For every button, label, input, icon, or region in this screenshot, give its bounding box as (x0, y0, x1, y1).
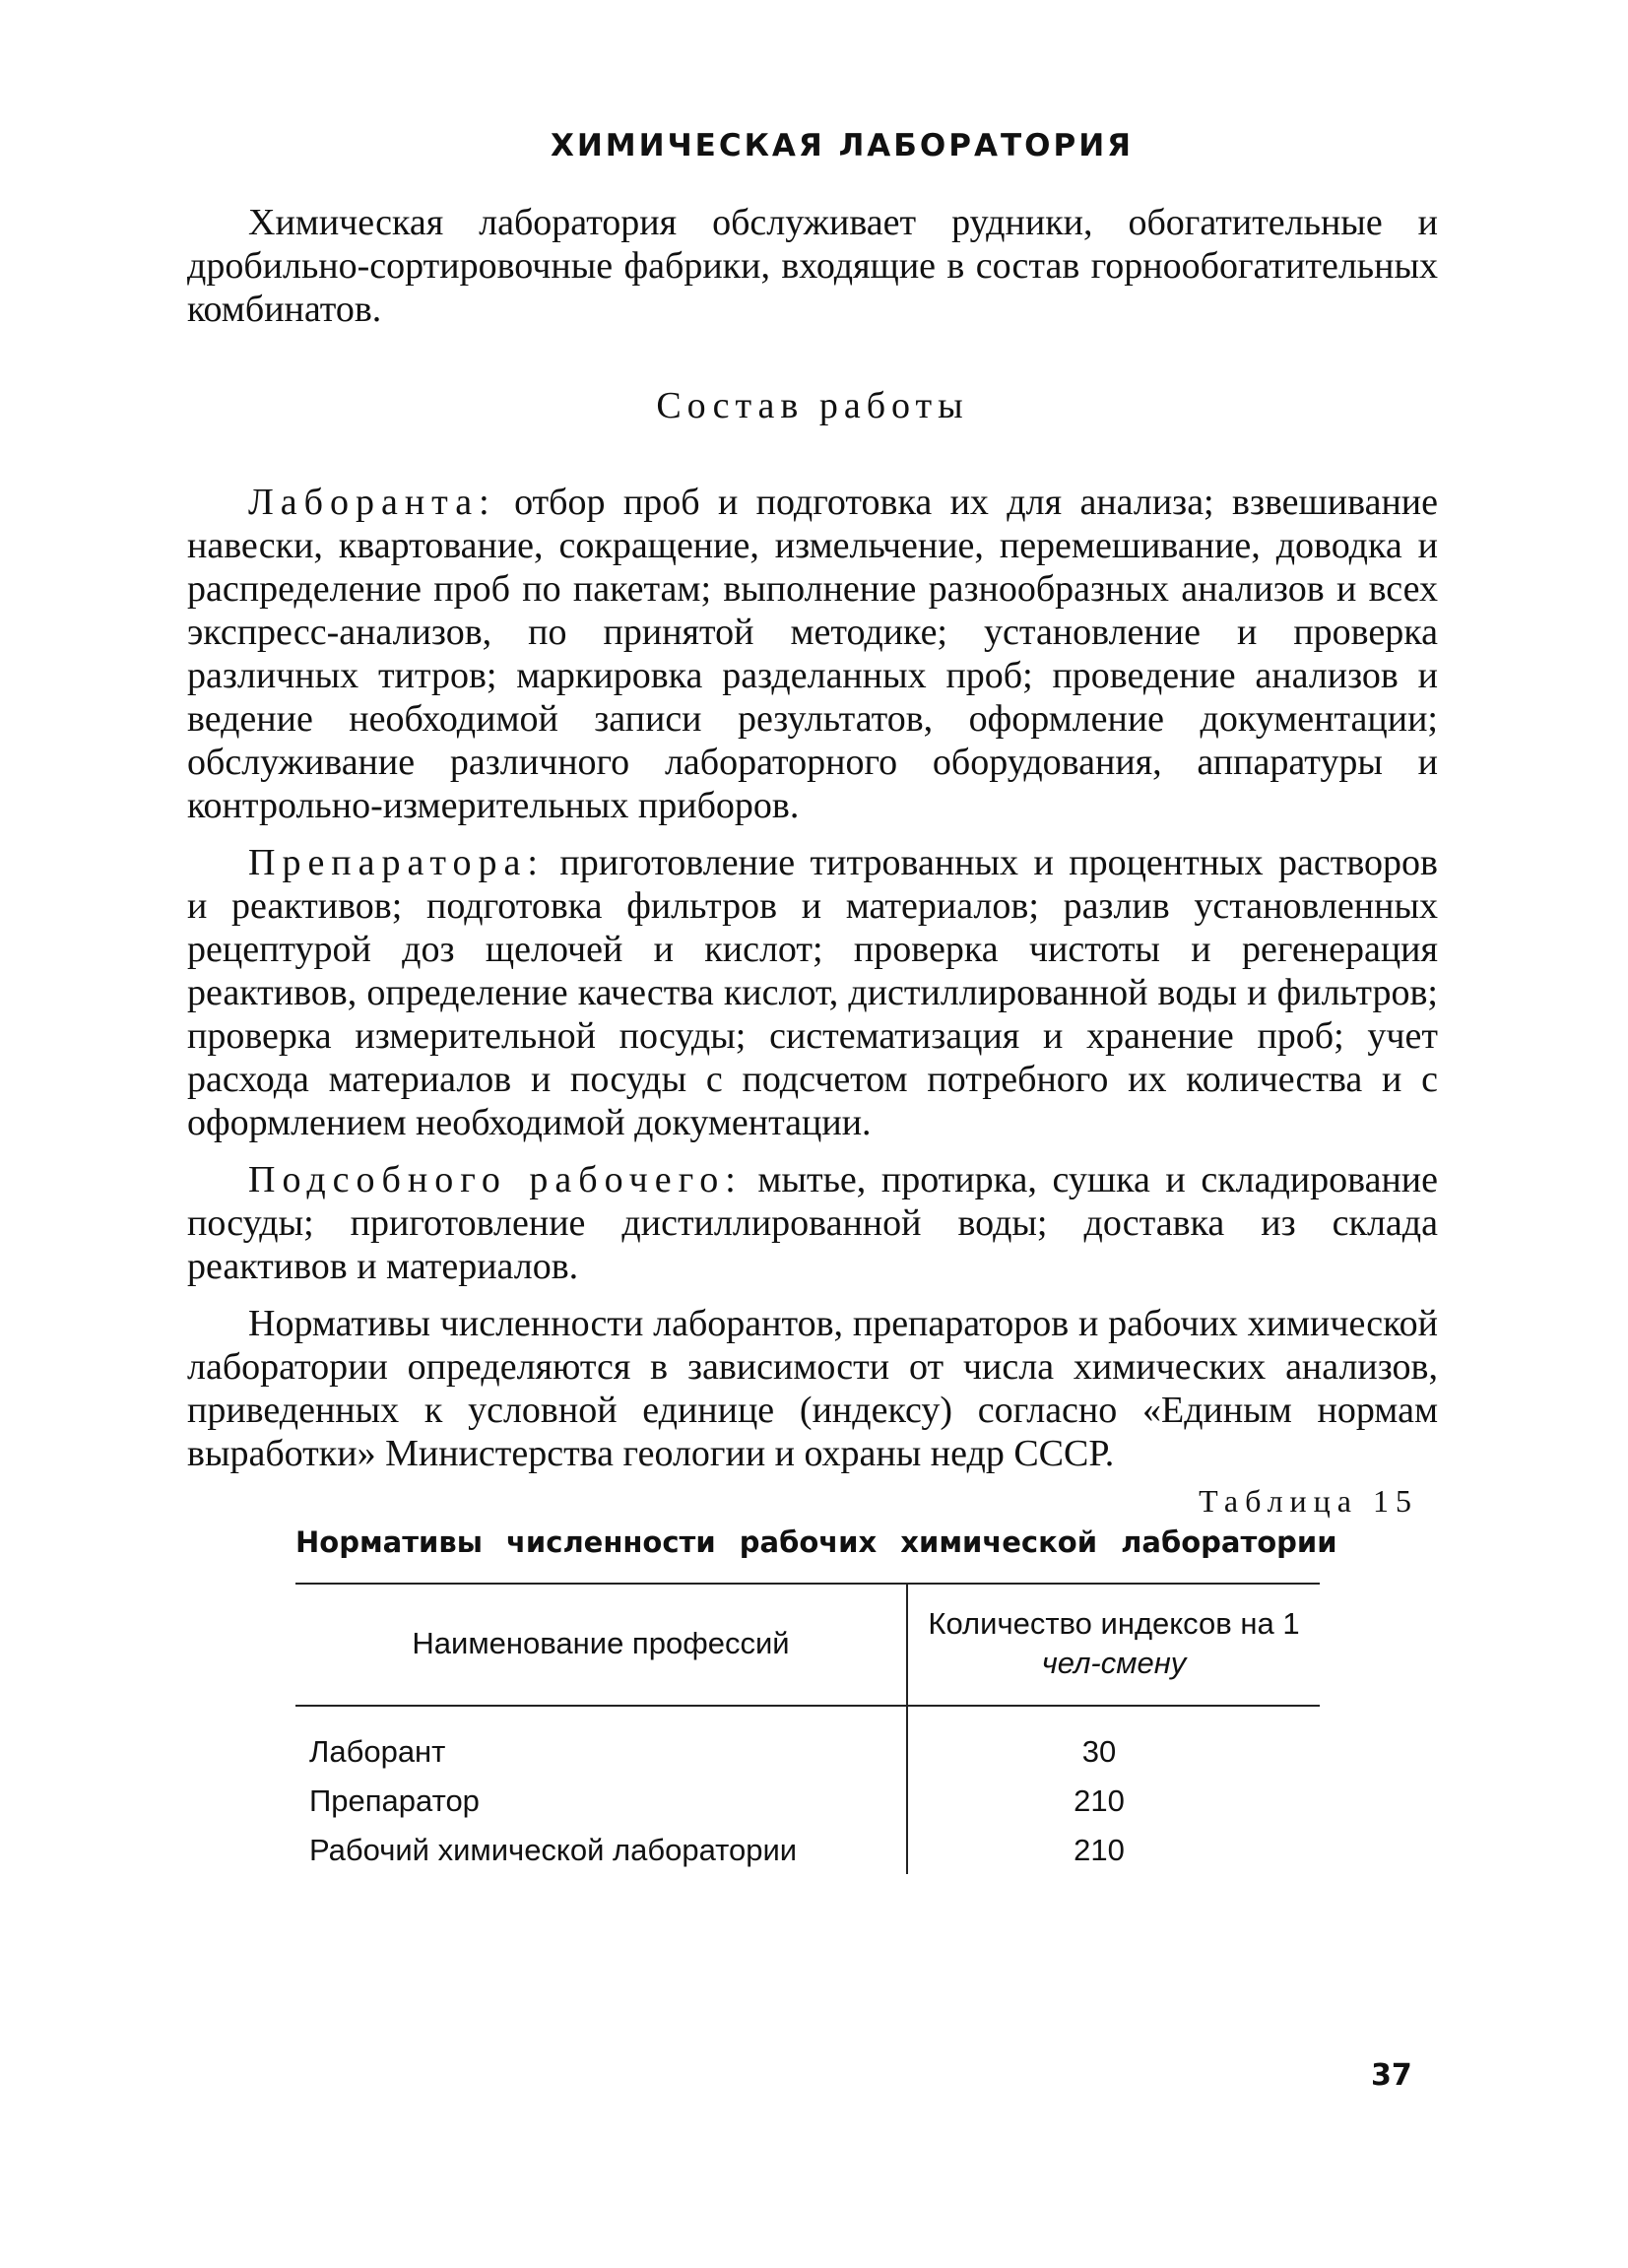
index-count: 30 (1081, 1734, 1117, 1769)
norms-paragraph: Нормативы численности лаборантов, препараторов и рабочих химической лаборатории определяются в зависимости от числа химических анализов, приведенных к условной единице (индексу) согласно «Единым нормам выработки» Министерства геологии и охраны недр СССР. (187, 1303, 1438, 1474)
table-row (295, 1776, 1320, 1825)
document-page (187, 128, 1438, 1874)
column-header-text: Количество индексов на 1 (928, 1606, 1300, 1641)
profession-name: Рабочий химической лаборатории (295, 1825, 907, 1874)
table-header-row (295, 1584, 1320, 1706)
table-label: Таблица 15 (1199, 1483, 1418, 1519)
column-header-indexes (907, 1584, 1320, 1706)
table-row (295, 1825, 1320, 1874)
paragraph-text: мытье, протирка, сушка и складирование посуды; приготовление дистиллированной воды; доставка из склада реактивов и материалов. (187, 1159, 1438, 1287)
index-count: 210 (1074, 1833, 1125, 1867)
page-number: 37 (1371, 2058, 1412, 2093)
norms-table (295, 1583, 1320, 1874)
paragraph-lead: Лаборанта: (248, 482, 496, 523)
paragraph-text: приготовление титрованных и процентных растворов и реактивов; подготовка фильтров и материалов; разлив установленных рецептурой доз щелочей и кислот; проверка чистоты и регенерация реактивов, определение качества кислот, дистиллированной воды и фильтров; проверка измерительной посуды; систематизация и хранение проб; учет расхода материалов и посуды с подсчетом потребного их количества и с оформлением необходимой документации. (187, 842, 1438, 1143)
column-header-unit: чел-смену (1041, 1646, 1187, 1680)
table-row (295, 1706, 1320, 1776)
column-header-profession (295, 1584, 907, 1706)
profession-name: Препаратор (295, 1776, 907, 1825)
paragraph-lead: Препаратора: (248, 842, 545, 883)
profession-name: Лаборант (295, 1706, 907, 1776)
column-header-text: Наименование профессий (412, 1626, 790, 1660)
table-title: Нормативы численности рабочих химической лаборатории (295, 1525, 1337, 1559)
duties-paragraph-helper (187, 1158, 1438, 1288)
duties-paragraph-preparator (187, 841, 1438, 1144)
intro-paragraph: Химическая лаборатория обслуживает рудники, обогатительные и дробильно-сортировочные фабрики, входящие в состав горнообогатительных комбинатов. (187, 202, 1438, 330)
duties-paragraph-laborant (187, 481, 1438, 827)
index-count: 210 (1074, 1783, 1125, 1818)
page-heading: ХИМИЧЕСКАЯ ЛАБОРАТОРИЯ (550, 128, 1135, 163)
paragraph-text: отбор проб и подготовка их для анализа; взвешивание навески, квартование, сокращение, измельчение, перемешивание, доводка и распределение проб по пакетам; выполнение разнообразных анализов и всех экспресс-анализов, по принятой методике; установление и проверка различных титров; маркировка разделанных проб; проведение анализов и ведение необходимой записи результатов, оформление документации; обслуживание различного лабораторного оборудования, аппаратуры и контрольно-измерительных приборов. (187, 482, 1438, 826)
section-subheading: Состав работы (656, 385, 969, 426)
paragraph-lead: Подсобного рабочего: (248, 1159, 743, 1200)
